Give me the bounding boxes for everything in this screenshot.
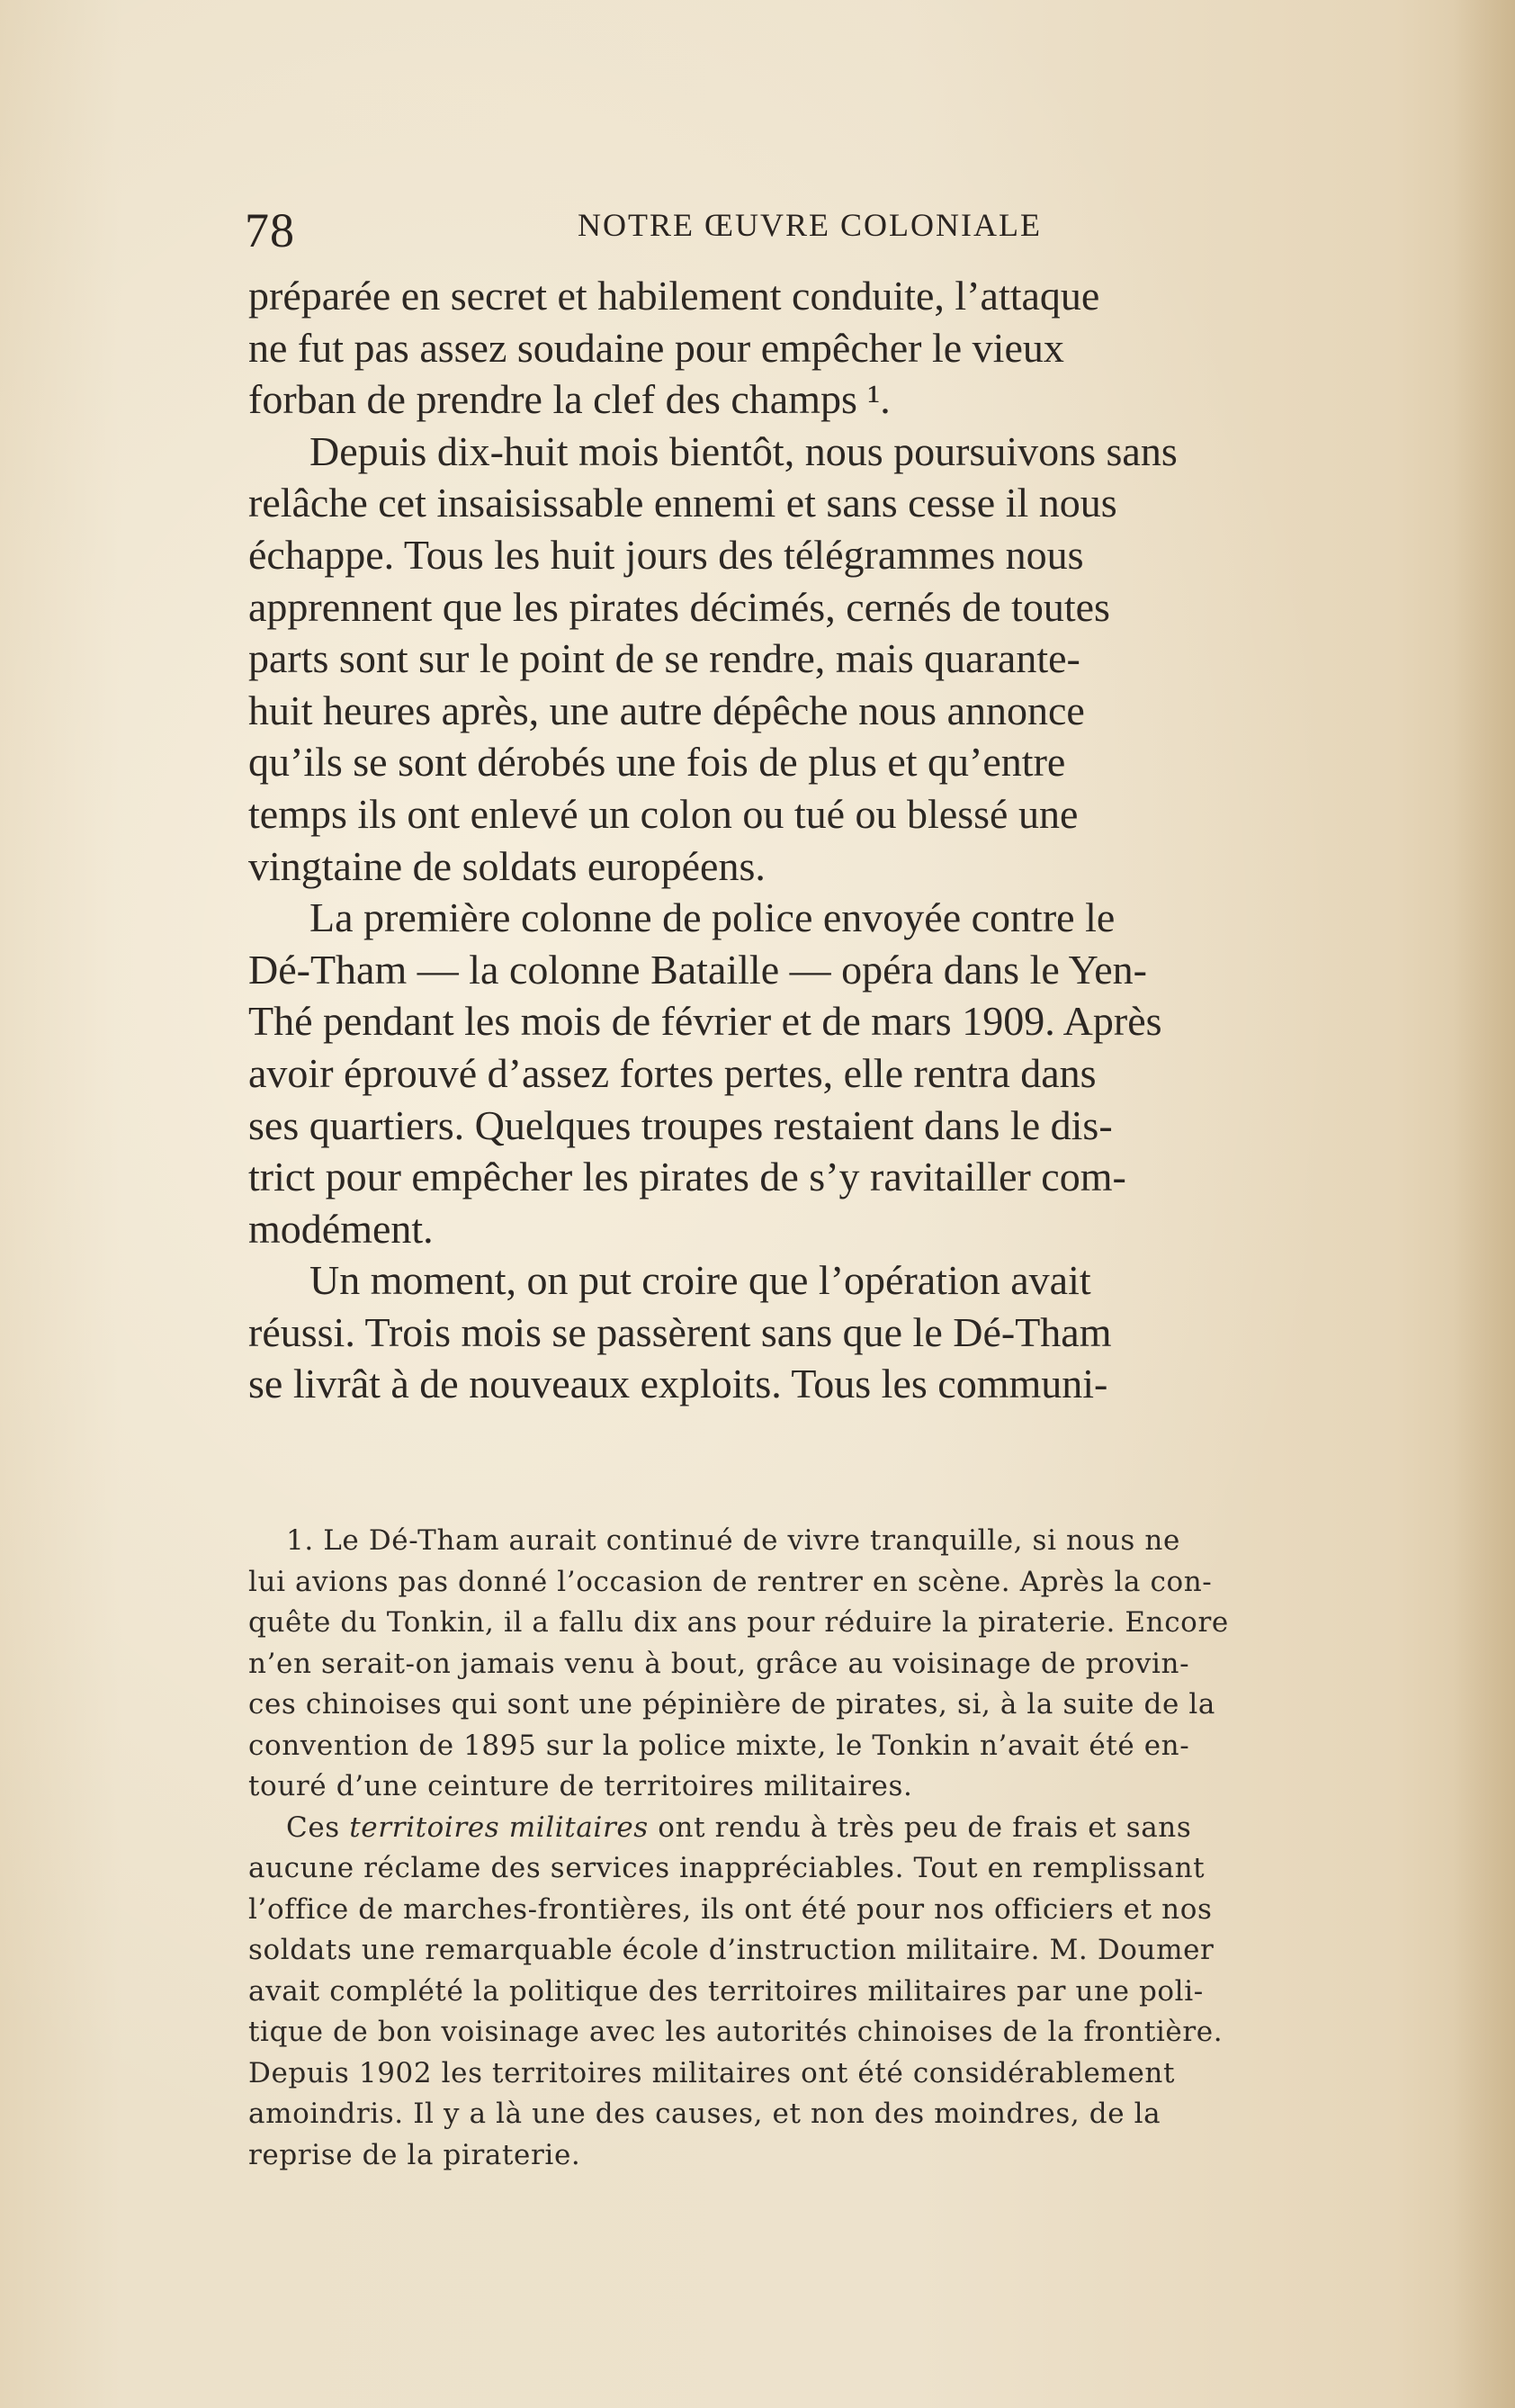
footnote-line: touré d’une ceinture de territoires militaires.: [248, 1770, 913, 1802]
footnote-text: ont rendu à très peu de frais et sans: [648, 1810, 1192, 1844]
text-line: Un moment, on put croire que l’opération avait: [309, 1257, 1091, 1304]
footnote-line: tique de bon voisinage avec les autorités chinoises de la frontière.: [248, 2016, 1224, 2048]
footnote-line: 1. Le Dé-Tham aurait continué de vivre tranquille, si nous ne: [286, 1524, 1180, 1557]
footnote-line: convention de 1895 sur la police mixte, le Tonkin n’avait été en-: [248, 1729, 1190, 1762]
text-line: relâche cet insaisissable ennemi et sans cesse il nous: [248, 480, 1117, 526]
text-line: temps ils ont enlevé un colon ou tué ou blessé une: [248, 790, 1079, 837]
footnote-line: [248, 1808, 1445, 1849]
footnote-line: aucune réclame des services inappréciables. Tout en remplissant: [248, 1852, 1206, 1884]
page-header: [245, 193, 1450, 256]
page-edge-shadow: [1452, 0, 1515, 2408]
text-line: modément.: [248, 1205, 434, 1252]
text-line: se livrât à de nouveaux exploits. Tous les communi-: [248, 1361, 1108, 1407]
text-line: échappe. Tous les huit jours des télégrammes nous: [248, 531, 1084, 578]
footnote-line: lui avions pas donné l’occasion de rentrer en scène. Après la con-: [248, 1565, 1213, 1598]
footnote-1-continued: [248, 1808, 1445, 2177]
text-line: vingtaine de soldats européens.: [248, 842, 766, 889]
text-line: huit heures après, une autre dépêche nous annonce: [248, 687, 1085, 733]
footnotes: [248, 1521, 1445, 2176]
text-line: apprennent que les pirates décimés, cernés de toutes: [248, 583, 1110, 630]
footnote-line: ces chinoises qui sont une pépinière de pirates, si, à la suite de la: [248, 1688, 1215, 1721]
text-line: parts sont sur le point de se rendre, mais quarante-: [248, 635, 1080, 682]
footnote-italic-term: territoires militaires: [349, 1810, 649, 1844]
text-line: Thé pendant les mois de février et de mars 1909. Après: [248, 998, 1162, 1045]
text-line: réussi. Trois mois se passèrent sans que le Dé-Tham: [248, 1308, 1112, 1355]
footnote-line: soldats une remarquable école d’instruction militaire. M. Doumer: [248, 1934, 1215, 1966]
text-line: Depuis dix-huit mois bientôt, nous poursuivons sans: [309, 427, 1178, 474]
footnote-line: n’en serait-on jamais venu à bout, grâce au voisinage de provin-: [248, 1647, 1190, 1680]
text-line: Dé-Tham — la colonne Bataille — opéra dans le Yen-: [248, 946, 1147, 993]
main-text: [248, 270, 1445, 1410]
footnote-line: avait complété la politique des territoires militaires par une poli-: [248, 1974, 1204, 2008]
paragraph-1: [248, 270, 1445, 426]
paragraph-2: [248, 426, 1445, 892]
running-title: NOTRE ŒUVRE COLONIALE: [578, 207, 1042, 243]
text-line: ses quartiers. Quelques troupes restaient dans le dis-: [248, 1101, 1113, 1148]
text-line: préparée en secret et habilement conduite, l’attaque: [248, 273, 1100, 319]
footnote-line: amoindris. Il y a là une des causes, et non des moindres, de la: [248, 2098, 1161, 2130]
footnote-line: reprise de la piraterie.: [248, 2138, 581, 2171]
page-number: 78: [245, 203, 295, 257]
footnote-text: Ces: [286, 1810, 350, 1844]
text-line: forban de prendre la clef des champs ¹.: [248, 376, 891, 423]
text-line: trict pour empêcher les pirates de s’y ravitailler com-: [248, 1154, 1126, 1200]
text-line: qu’ils se sont dérobés une fois de plus et qu’entre: [248, 739, 1066, 786]
footnote-line: Depuis 1902 les territoires militaires ont été considérablement: [248, 2056, 1176, 2089]
paragraph-4: [248, 1254, 1445, 1410]
text-line: avoir éprouvé d’assez fortes pertes, elle rentra dans: [248, 1049, 1097, 1096]
paragraph-3: [248, 892, 1445, 1254]
footnote-line: quête du Tonkin, il a fallu dix ans pour réduire la piraterie. Encore: [248, 1606, 1229, 1639]
footnote-1: [248, 1521, 1445, 1808]
text-line: La première colonne de police envoyée contre le: [309, 894, 1116, 941]
footnote-line: l’office de marches-frontières, ils ont été pour nos officiers et nos: [248, 1892, 1213, 1926]
text-line: ne fut pas assez soudaine pour empêcher le vieux: [248, 324, 1064, 371]
